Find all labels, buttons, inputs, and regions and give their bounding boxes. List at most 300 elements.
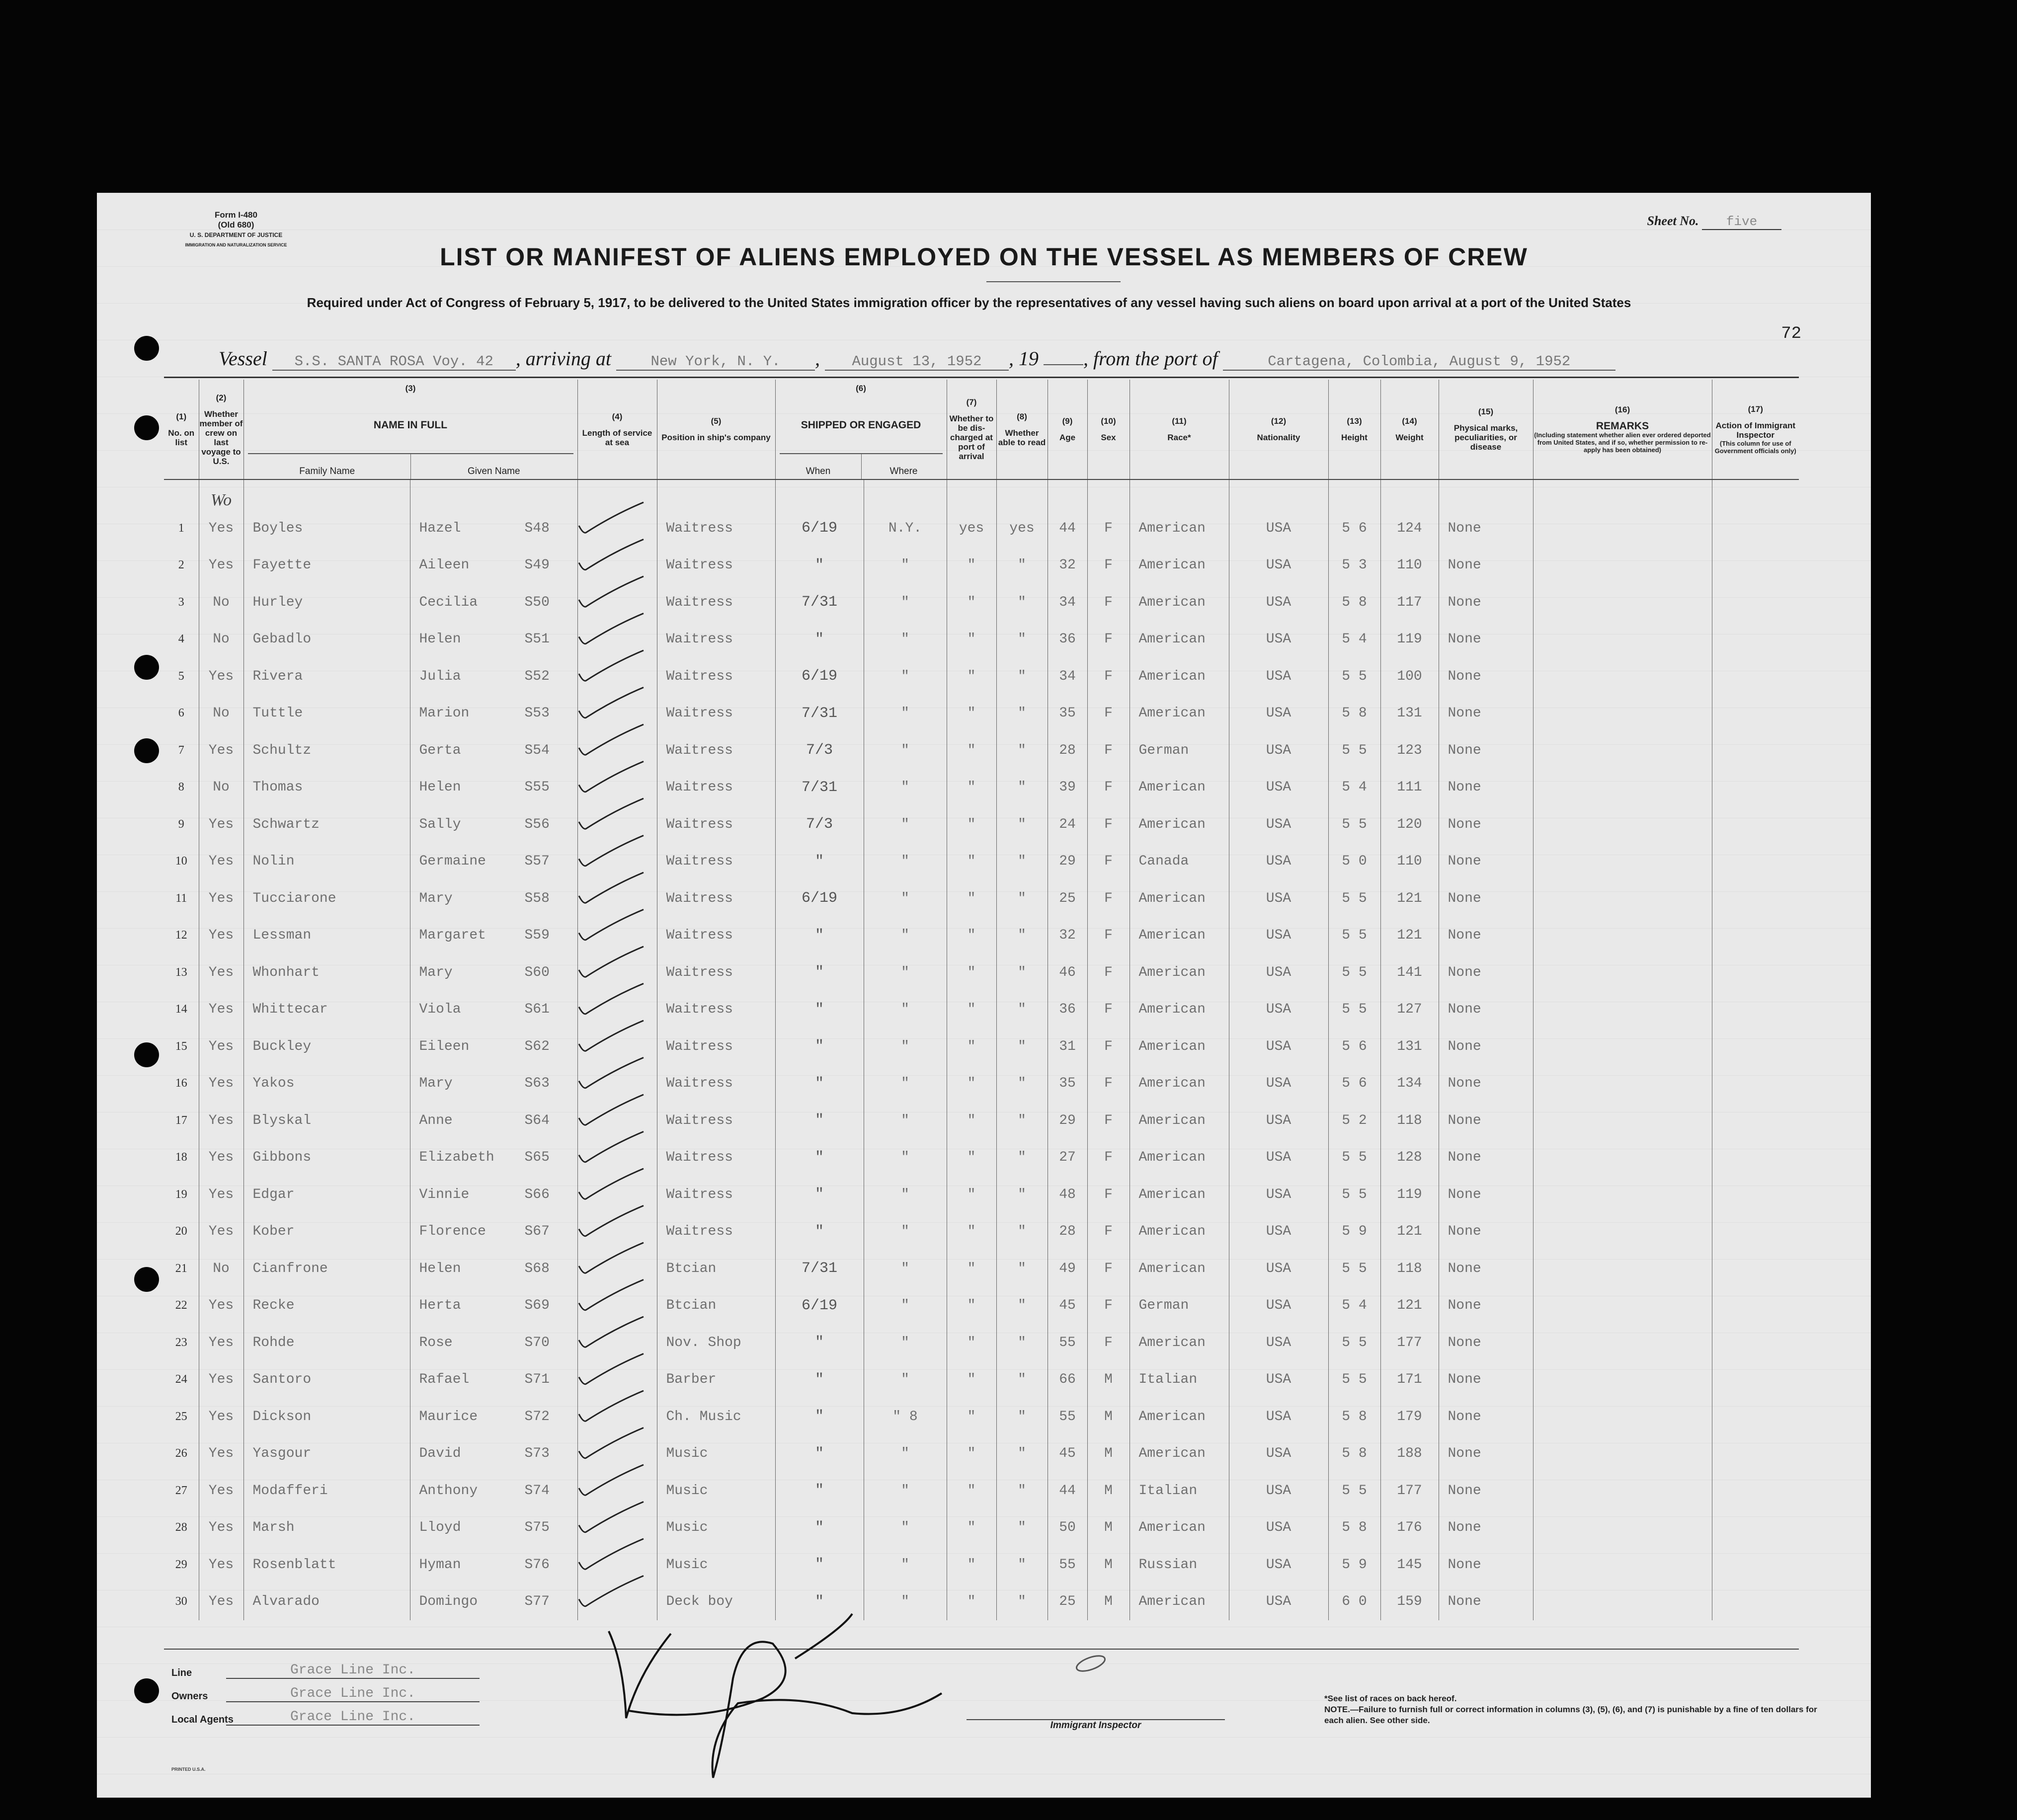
check-mark-icon [579, 724, 644, 755]
cell-height: 5 5 [1328, 806, 1380, 843]
cell-family-name: Rivera [243, 658, 410, 695]
cell-sex: F [1087, 1250, 1130, 1287]
cell-shipped-where: " 8 [864, 1398, 947, 1435]
cell-row-no: 9 [178, 817, 184, 831]
cell-nationality: USA [1229, 584, 1328, 621]
cell-position: Waitress [657, 584, 775, 621]
cell-able-to-read: " [996, 732, 1048, 769]
cell-weight: 131 [1380, 1028, 1439, 1065]
cell-able-to-read: " [996, 1102, 1048, 1139]
cell-last-voyage: Yes [199, 1065, 243, 1103]
cell-nationality: USA [1229, 880, 1328, 917]
cell-row-no: 30 [175, 1595, 187, 1608]
cell-shipped-where: " [864, 1324, 947, 1361]
cell-height: 5 5 [1328, 1472, 1380, 1509]
cell-weight: 188 [1380, 1435, 1439, 1473]
cell-nationality: USA [1229, 1324, 1328, 1361]
cell-last-voyage: Yes [199, 732, 243, 769]
cell-family-name: Gebadlo [243, 621, 410, 658]
cell-discharged: " [947, 1398, 996, 1435]
cell-discharged: " [947, 621, 996, 658]
cell-last-voyage: No [199, 695, 243, 732]
cell-physical-marks: None [1439, 1324, 1533, 1361]
cell-height: 5 4 [1328, 769, 1380, 806]
cell-weight: 141 [1380, 954, 1439, 991]
cell-nationality: USA [1229, 1583, 1328, 1621]
cell-shipped-where: " [864, 584, 947, 621]
cell-sex: F [1087, 1213, 1130, 1251]
cell-position: Waitress [657, 1102, 775, 1139]
cell-shipped-where: " [864, 991, 947, 1029]
row1-annotation: Wo [199, 479, 243, 510]
cell-weight: 128 [1380, 1139, 1439, 1177]
vessel-label: Vessel [219, 347, 267, 370]
given-name-text: David [419, 1446, 461, 1462]
cell-position: Btcian [657, 1250, 775, 1287]
cell-able-to-read: " [996, 917, 1048, 954]
cell-age: 48 [1048, 1176, 1087, 1213]
printer-seal: PRINTED U.S.A. [171, 1767, 206, 1772]
col-header-when: When [806, 466, 831, 476]
cell-position: Waitress [657, 991, 775, 1029]
cell-weight: 118 [1380, 1102, 1439, 1139]
crew-id-text: S70 [524, 1335, 550, 1350]
cell-last-voyage: No [199, 621, 243, 658]
cell-age: 24 [1048, 806, 1087, 843]
crew-id-text: S62 [524, 1038, 550, 1054]
cell-race: American [1130, 917, 1229, 954]
cell-position: Waitress [657, 547, 775, 584]
cell-nationality: USA [1229, 547, 1328, 584]
cell-race: German [1130, 732, 1229, 769]
cell-able-to-read: " [996, 621, 1048, 658]
cell-sex: F [1087, 917, 1130, 954]
owners-label: Owners [171, 1691, 208, 1702]
check-mark-icon [579, 798, 644, 829]
cell-discharged: " [947, 917, 996, 954]
cell-discharged: " [947, 1435, 996, 1473]
cell-weight: 121 [1380, 1213, 1439, 1251]
cell-position: Waitress [657, 1213, 775, 1251]
cell-age: 25 [1048, 1583, 1087, 1621]
given-name-text: Mary [419, 1076, 453, 1092]
cell-discharged: " [947, 1509, 996, 1547]
cell-row-no: 23 [175, 1336, 187, 1349]
cell-family-name: Boyles [243, 510, 410, 547]
cell-age: 55 [1048, 1324, 1087, 1361]
cell-nationality: USA [1229, 1176, 1328, 1213]
cell-shipped-when: 7/31 [775, 1250, 864, 1287]
cell-shipped-when: " [775, 1583, 864, 1621]
page-subtitle: Required under Act of Congress of February 5, 1917, to be delivered to the United States immigration officer by the representatives of any vessel having such aliens on board upon arrival at a port of the United States [307, 295, 1631, 310]
cell-weight: 119 [1380, 1176, 1439, 1213]
cell-shipped-where: " [864, 769, 947, 806]
cell-weight: 159 [1380, 1583, 1439, 1621]
cell-nationality: USA [1229, 1250, 1328, 1287]
given-name-text: Sally [419, 816, 461, 832]
cell-weight: 121 [1380, 1287, 1439, 1325]
given-name-text: Hazel [419, 520, 461, 536]
immigrant-inspector-line: Immigrant Inspector [967, 1719, 1225, 1731]
cell-last-voyage: Yes [199, 1398, 243, 1435]
cell-sex: M [1087, 1583, 1130, 1621]
check-mark-icon [579, 836, 644, 866]
cell-discharged: " [947, 1213, 996, 1251]
cell-able-to-read: " [996, 1361, 1048, 1399]
cell-shipped-when: " [775, 917, 864, 954]
cell-family-name: Edgar [243, 1176, 410, 1213]
cell-nationality: USA [1229, 1287, 1328, 1325]
cell-physical-marks: None [1439, 1028, 1533, 1065]
check-mark-icon [579, 1021, 644, 1051]
cell-physical-marks: None [1439, 695, 1533, 732]
cell-age: 36 [1048, 991, 1087, 1029]
crew-id-text: S69 [524, 1298, 550, 1314]
cell-age: 28 [1048, 732, 1087, 769]
cell-family-name: Kober [243, 1213, 410, 1251]
cell-height: 5 0 [1328, 843, 1380, 880]
cell-able-to-read: " [996, 1324, 1048, 1361]
cell-race: American [1130, 991, 1229, 1029]
cell-weight: 119 [1380, 621, 1439, 658]
cell-weight: 117 [1380, 584, 1439, 621]
check-mark-icon [579, 614, 644, 644]
cell-family-name: Blyskal [243, 1102, 410, 1139]
cell-able-to-read: " [996, 1435, 1048, 1473]
cell-nationality: USA [1229, 1102, 1328, 1139]
cell-last-voyage: Yes [199, 1546, 243, 1583]
cell-shipped-where: N.Y. [864, 510, 947, 547]
cell-position: Waitress [657, 917, 775, 954]
cell-sex: M [1087, 1472, 1130, 1509]
cell-race: American [1130, 880, 1229, 917]
crew-id-text: S58 [524, 890, 550, 906]
cell-position: Deck boy [657, 1583, 775, 1621]
crew-id-text: S48 [524, 520, 550, 536]
cell-weight: 171 [1380, 1361, 1439, 1399]
cell-nationality: USA [1229, 1065, 1328, 1103]
cell-able-to-read: " [996, 1472, 1048, 1509]
cell-age: 55 [1048, 1398, 1087, 1435]
cell-shipped-when: " [775, 1509, 864, 1547]
line-label: Line [171, 1667, 192, 1678]
cell-row-no: 1 [178, 521, 184, 535]
cell-shipped-when: 6/19 [775, 658, 864, 695]
cell-shipped-when: " [775, 954, 864, 991]
cell-physical-marks: None [1439, 769, 1533, 806]
cell-sex: M [1087, 1435, 1130, 1473]
cell-race: German [1130, 1287, 1229, 1325]
cell-shipped-when: 7/31 [775, 695, 864, 732]
local-agents-value: Grace Line Inc. [226, 1709, 480, 1726]
cell-row-no: 3 [178, 595, 184, 609]
cell-family-name: Cianfrone [243, 1250, 410, 1287]
cell-race: American [1130, 1028, 1229, 1065]
cell-row-no: 2 [178, 558, 184, 572]
cell-nationality: USA [1229, 843, 1328, 880]
check-mark-icon [579, 1391, 644, 1421]
cell-row-no: 21 [175, 1262, 187, 1275]
cell-weight: 110 [1380, 843, 1439, 880]
crew-id-text: S75 [524, 1520, 550, 1536]
form-old-number: (Old 680) [218, 220, 254, 230]
cell-discharged: " [947, 732, 996, 769]
cell-height: 5 5 [1328, 658, 1380, 695]
given-name-text: Aileen [419, 557, 470, 573]
cell-height: 5 9 [1328, 1546, 1380, 1583]
cell-shipped-when: " [775, 1176, 864, 1213]
cell-age: 66 [1048, 1361, 1087, 1399]
cell-family-name: Whittecar [243, 991, 410, 1029]
given-name-text: Germaine [419, 854, 486, 870]
cell-shipped-when: " [775, 1324, 864, 1361]
cell-row-no: 12 [175, 929, 187, 942]
col-header-age: (9) Age [1048, 380, 1087, 479]
cell-able-to-read: " [996, 843, 1048, 880]
cell-age: 32 [1048, 917, 1087, 954]
given-name-text: Gerta [419, 742, 461, 758]
cell-sex: F [1087, 695, 1130, 732]
page-title: LIST OR MANIFEST OF ALIENS EMPLOYED ON THE VESSEL AS MEMBERS OF CREW [440, 243, 1528, 271]
cell-able-to-read: " [996, 954, 1048, 991]
cell-physical-marks: None [1439, 1065, 1533, 1103]
crew-id-text: S56 [524, 816, 550, 832]
cell-race: American [1130, 1065, 1229, 1103]
cell-weight: 131 [1380, 695, 1439, 732]
cell-physical-marks: None [1439, 621, 1533, 658]
cell-row-no: 24 [175, 1373, 187, 1386]
cell-sex: M [1087, 1509, 1130, 1547]
cell-shipped-where: " [864, 1065, 947, 1103]
given-name-text: Helen [419, 1261, 461, 1276]
cell-sex: F [1087, 954, 1130, 991]
crew-id-text: S72 [524, 1409, 550, 1424]
cell-age: 55 [1048, 1546, 1087, 1583]
cell-able-to-read: " [996, 991, 1048, 1029]
cell-last-voyage: Yes [199, 658, 243, 695]
cell-physical-marks: None [1439, 806, 1533, 843]
cell-discharged: " [947, 806, 996, 843]
arrival-date-value: August 13, 1952 [825, 353, 1009, 371]
cell-sex: M [1087, 1361, 1130, 1399]
from-port-value: Cartagena, Colombia, August 9, 1952 [1223, 353, 1615, 371]
cell-shipped-when: " [775, 1028, 864, 1065]
cell-family-name: Rohde [243, 1324, 410, 1361]
cell-last-voyage: Yes [199, 1435, 243, 1473]
page-number: 72 [1781, 324, 1801, 343]
cell-able-to-read: " [996, 658, 1048, 695]
cell-family-name: Rosenblatt [243, 1546, 410, 1583]
cell-age: 39 [1048, 769, 1087, 806]
given-name-text: Anne [419, 1112, 453, 1128]
check-mark-icon [579, 650, 644, 681]
cell-race: American [1130, 1583, 1229, 1621]
cell-discharged: " [947, 1065, 996, 1103]
cell-height: 5 8 [1328, 1509, 1380, 1547]
cell-race: American [1130, 658, 1229, 695]
cell-family-name: Nolin [243, 843, 410, 880]
given-name-text: Helen [419, 780, 461, 795]
cell-shipped-where: " [864, 954, 947, 991]
check-mark-icon [579, 1576, 644, 1606]
cell-height: 6 0 [1328, 1583, 1380, 1621]
check-marks [579, 502, 644, 1606]
cell-height: 5 4 [1328, 621, 1380, 658]
cell-race: American [1130, 769, 1229, 806]
cell-row-no: 7 [178, 743, 184, 757]
cell-family-name: Tucciarone [243, 880, 410, 917]
crew-id-text: S61 [524, 1002, 550, 1018]
cell-position: Barber [657, 1361, 775, 1399]
cell-race: American [1130, 584, 1229, 621]
races-note: *See list of races on back hereof. [1324, 1694, 1457, 1703]
check-mark-icon [579, 1095, 644, 1125]
cell-discharged: " [947, 880, 996, 917]
cell-family-name: Whonhart [243, 954, 410, 991]
cell-last-voyage: No [199, 584, 243, 621]
cell-last-voyage: Yes [199, 806, 243, 843]
cell-row-no: 15 [175, 1039, 187, 1053]
cell-last-voyage: Yes [199, 1102, 243, 1139]
cell-last-voyage: Yes [199, 1472, 243, 1509]
cell-discharged: " [947, 1472, 996, 1509]
cell-race: American [1130, 510, 1229, 547]
cell-able-to-read: " [996, 1509, 1048, 1547]
cell-age: 50 [1048, 1509, 1087, 1547]
cell-race: American [1130, 1102, 1229, 1139]
cell-age: 34 [1048, 658, 1087, 695]
crew-id-text: S64 [524, 1112, 550, 1128]
given-name-text: Elizabeth [419, 1150, 494, 1166]
given-name-text: Cecilia [419, 594, 478, 610]
arriving-comma: , [815, 347, 820, 370]
cell-shipped-where: " [864, 732, 947, 769]
cell-sex: F [1087, 584, 1130, 621]
cell-family-name: Schwartz [243, 806, 410, 843]
given-name-text: Herta [419, 1298, 461, 1314]
cell-able-to-read: " [996, 806, 1048, 843]
col-header-shipped: (6) SHIPPED OR ENGAGED When Where [775, 380, 947, 479]
cell-physical-marks: None [1439, 1546, 1533, 1583]
given-name-text: Anthony [419, 1483, 478, 1499]
cell-sex: F [1087, 1324, 1130, 1361]
cell-weight: 121 [1380, 917, 1439, 954]
check-mark-icon [579, 762, 644, 792]
cell-discharged: " [947, 584, 996, 621]
cell-age: 34 [1048, 584, 1087, 621]
cell-height: 5 5 [1328, 1324, 1380, 1361]
cell-row-no: 17 [175, 1113, 187, 1127]
cell-physical-marks: None [1439, 1213, 1533, 1251]
check-mark-icon [579, 947, 644, 977]
cell-shipped-when: 7/31 [775, 769, 864, 806]
cell-able-to-read: " [996, 769, 1048, 806]
cell-nationality: USA [1229, 621, 1328, 658]
cell-shipped-where: " [864, 658, 947, 695]
cell-nationality: USA [1229, 1139, 1328, 1177]
cell-row-no: 19 [175, 1187, 187, 1201]
cell-shipped-when: " [775, 1435, 864, 1473]
cell-discharged: " [947, 954, 996, 991]
cell-weight: 127 [1380, 991, 1439, 1029]
cell-able-to-read: " [996, 1398, 1048, 1435]
cell-row-no: 26 [175, 1447, 187, 1460]
cell-row-no: 25 [175, 1410, 187, 1423]
cell-discharged: " [947, 1028, 996, 1065]
cell-height: 5 5 [1328, 991, 1380, 1029]
cell-family-name: Yakos [243, 1065, 410, 1103]
cell-row-no: 16 [175, 1077, 187, 1090]
cell-shipped-where: " [864, 1250, 947, 1287]
crew-id-text: S54 [524, 742, 550, 758]
cell-discharged: " [947, 1361, 996, 1399]
manifest-sheet [97, 193, 1871, 1798]
cell-row-no: 14 [175, 1003, 187, 1016]
crew-id-text: S67 [524, 1224, 550, 1240]
cell-sex: F [1087, 806, 1130, 843]
cell-last-voyage: No [199, 1250, 243, 1287]
cell-race: American [1130, 954, 1229, 991]
cell-age: 32 [1048, 547, 1087, 584]
cell-race: American [1130, 1398, 1229, 1435]
cell-nationality: USA [1229, 954, 1328, 991]
check-mark-icon [579, 688, 644, 718]
cell-sex: F [1087, 1287, 1130, 1325]
crew-id-text: S77 [524, 1594, 550, 1610]
crew-id-text: S71 [524, 1372, 550, 1388]
cell-shipped-where: " [864, 917, 947, 954]
cell-row-no: 4 [178, 633, 184, 646]
check-mark-icon [579, 502, 644, 533]
crew-id-text: S60 [524, 964, 550, 980]
cell-last-voyage: Yes [199, 1509, 243, 1547]
cell-weight: 110 [1380, 547, 1439, 584]
check-mark-icon [579, 1502, 644, 1532]
cell-height: 5 6 [1328, 1065, 1380, 1103]
cell-family-name: Marsh [243, 1509, 410, 1547]
cell-shipped-where: " [864, 695, 947, 732]
cell-race: American [1130, 1509, 1229, 1547]
cell-last-voyage: Yes [199, 1324, 243, 1361]
cell-row-no: 29 [175, 1558, 187, 1571]
cell-shipped-where: " [864, 806, 947, 843]
cell-last-voyage: Yes [199, 1213, 243, 1251]
check-mark-icon [579, 540, 644, 570]
cell-physical-marks: None [1439, 843, 1533, 880]
cell-height: 5 2 [1328, 1102, 1380, 1139]
cell-discharged: " [947, 843, 996, 880]
cell-height: 5 5 [1328, 732, 1380, 769]
cell-family-name: Recke [243, 1287, 410, 1325]
check-mark-icon [579, 1169, 644, 1199]
cell-physical-marks: None [1439, 658, 1533, 695]
crew-id-text: S51 [524, 632, 550, 647]
cell-nationality: USA [1229, 1361, 1328, 1399]
cell-age: 29 [1048, 1102, 1087, 1139]
cell-able-to-read: " [996, 695, 1048, 732]
cell-family-name: Gibbons [243, 1139, 410, 1177]
cell-nationality: USA [1229, 510, 1328, 547]
cell-discharged: " [947, 991, 996, 1029]
cell-physical-marks: None [1439, 1472, 1533, 1509]
arriving-label: , arriving at [515, 347, 611, 370]
cell-height: 5 8 [1328, 695, 1380, 732]
cell-family-name: Modafferi [243, 1472, 410, 1509]
col-header-last-voyage: (2) Whether member of crew on last voyage to U.S. [199, 380, 243, 479]
given-name-text: Domingo [419, 1594, 478, 1610]
cell-shipped-where: " [864, 1435, 947, 1473]
cell-race: American [1130, 1435, 1229, 1473]
